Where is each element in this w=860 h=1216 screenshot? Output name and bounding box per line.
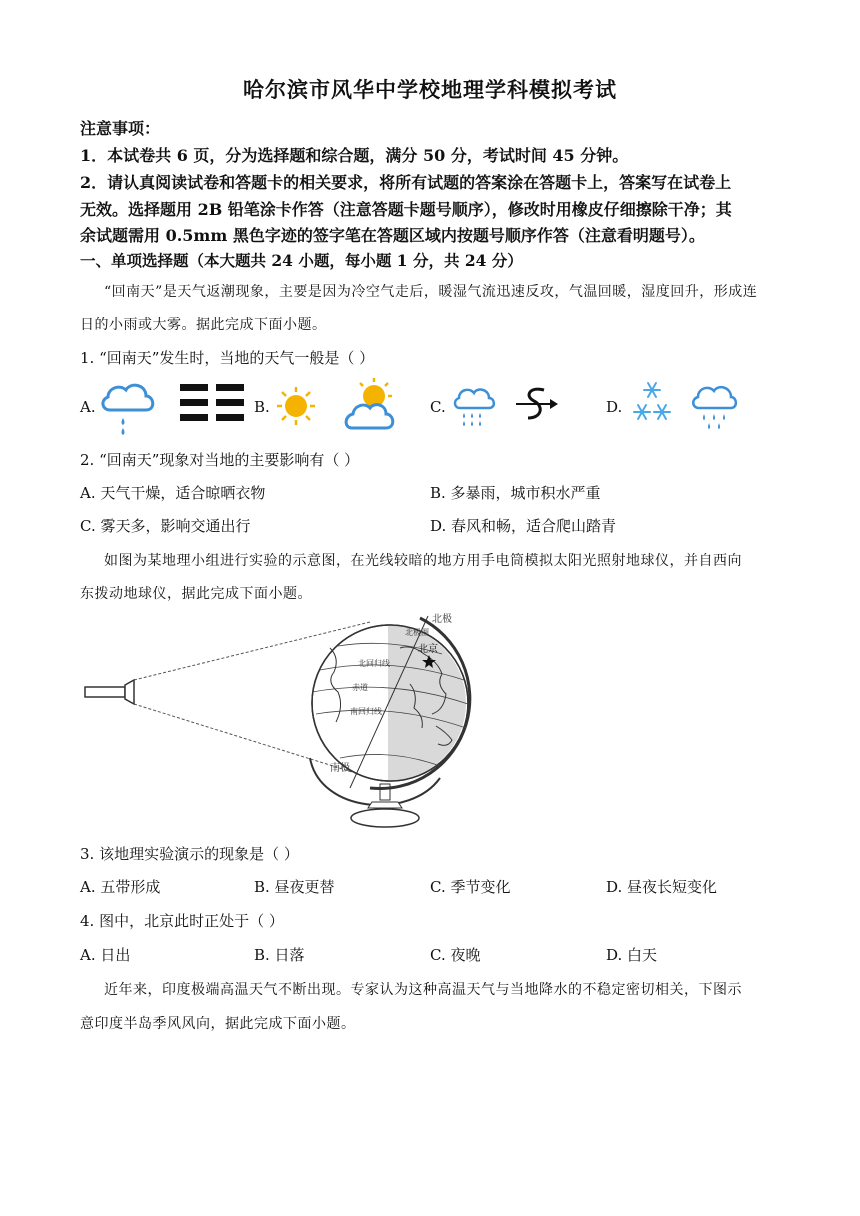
notice-line-2c: 余试题需用 0.5mm 黑色字迹的签字笔在答题区域内按题号顺序作答（注意看明题号）。 bbox=[80, 226, 705, 245]
q2-option-b: B. 多暴雨，城市积水严重 bbox=[430, 484, 601, 502]
passage-2-line-2: 东拨动地球仪，据此完成下面小题。 bbox=[80, 586, 312, 602]
notice-line-2b: 无效。选择题用 2B 铅笔涂卡作答（注意答题卡题号顺序），修改时用橡皮仔细擦除干净；其 bbox=[80, 200, 732, 219]
q2-option-a: A. 天气干燥，适合晾晒衣物 bbox=[80, 484, 266, 502]
strong-wind-icon bbox=[514, 386, 560, 424]
question-4-stem: 4. 图中，北京此时正处于（ ） bbox=[80, 912, 284, 930]
q2-option-d: D. 春风和畅，适合爬山踏青 bbox=[430, 517, 617, 535]
q1-option-d-label: D. bbox=[606, 398, 623, 416]
globe-experiment-figure bbox=[80, 608, 500, 834]
rain-icon bbox=[690, 382, 738, 432]
q1-option-c-label: C. bbox=[430, 398, 446, 416]
passage-3-line-2: 意印度半岛季风风向，据此完成下面小题。 bbox=[80, 1016, 356, 1032]
label-beijing: 北京 bbox=[418, 644, 438, 655]
passage-3-line-1: 近年来，印度极端高温天气不断出现。专家认为这种高温天气与当地降水的不稳定密切相关，下图示 bbox=[104, 982, 742, 998]
q1-option-a-label: A. bbox=[80, 398, 96, 416]
question-2-stem: 2. “回南天”现象对当地的主要影响有（ ） bbox=[80, 451, 360, 469]
q4-option-d: D. 白天 bbox=[606, 946, 658, 964]
passage-2-line-1: 如图为某地理小组进行实验的示意图，在光线较暗的地方用手电筒模拟太阳光照射地球仪，并自西向 bbox=[104, 553, 742, 569]
q3-option-a: A. 五带形成 bbox=[80, 878, 161, 896]
label-south-pole: 南极 bbox=[330, 763, 350, 774]
q4-option-b: B. 日落 bbox=[254, 946, 305, 964]
label-north-pole: 北极 bbox=[432, 614, 452, 625]
q4-option-c: C. 夜晚 bbox=[430, 946, 481, 964]
section-heading: 一、单项选择题（本大题共 24 小题，每小题 1 分，共 24 分） bbox=[80, 251, 523, 270]
q3-option-c: C. 季节变化 bbox=[430, 878, 511, 896]
snow-icon bbox=[630, 380, 674, 428]
label-arctic-circle: 北极圈 bbox=[405, 628, 429, 637]
partly-cloudy-icon bbox=[344, 378, 396, 432]
q3-option-b: B. 昼夜更替 bbox=[254, 878, 335, 896]
passage-1-line-2: 日的小雨或大雾。据此完成下面小题。 bbox=[80, 317, 327, 333]
label-tropic-cancer: 北回归线 bbox=[358, 659, 390, 668]
notice-line-2a: 2．请认真阅读试卷和答题卡的相关要求，将所有试题的答案涂在答题卡上，答案写在试卷上 bbox=[80, 173, 732, 192]
q1-option-b-label: B. bbox=[254, 398, 270, 416]
label-equator: 赤道 bbox=[352, 683, 368, 692]
q2-option-c: C. 雾天多，影响交通出行 bbox=[80, 517, 251, 535]
notice-line-1: 1．本试卷共 6 页，分为选择题和综合题，满分 50 分，考试时间 45 分钟。 bbox=[80, 146, 629, 165]
sunny-icon bbox=[276, 386, 316, 426]
rain-icon bbox=[452, 384, 496, 428]
q4-option-a: A. 日出 bbox=[80, 946, 131, 964]
page-title: 哈尔滨市风华中学校地理学科模拟考试 bbox=[243, 77, 617, 102]
flashlight-icon bbox=[85, 687, 125, 697]
question-1-stem: 1. “回南天”发生时，当地的天气一般是（ ） bbox=[80, 349, 375, 367]
label-tropic-capricorn: 南回归线 bbox=[350, 707, 382, 716]
question-3-stem: 3. 该地理实验演示的现象是（ ） bbox=[80, 845, 299, 863]
notice-heading: 注意事项： bbox=[80, 119, 161, 138]
q3-option-d: D. 昼夜长短变化 bbox=[606, 878, 718, 896]
light-rain-icon bbox=[98, 380, 158, 436]
fog-icon bbox=[180, 384, 246, 428]
passage-1-line-1: “回南天”是天气返潮现象，主要是因为冷空气走后，暖湿气流迅速反攻，气温回暖，湿度回升，形成连 bbox=[104, 284, 758, 300]
